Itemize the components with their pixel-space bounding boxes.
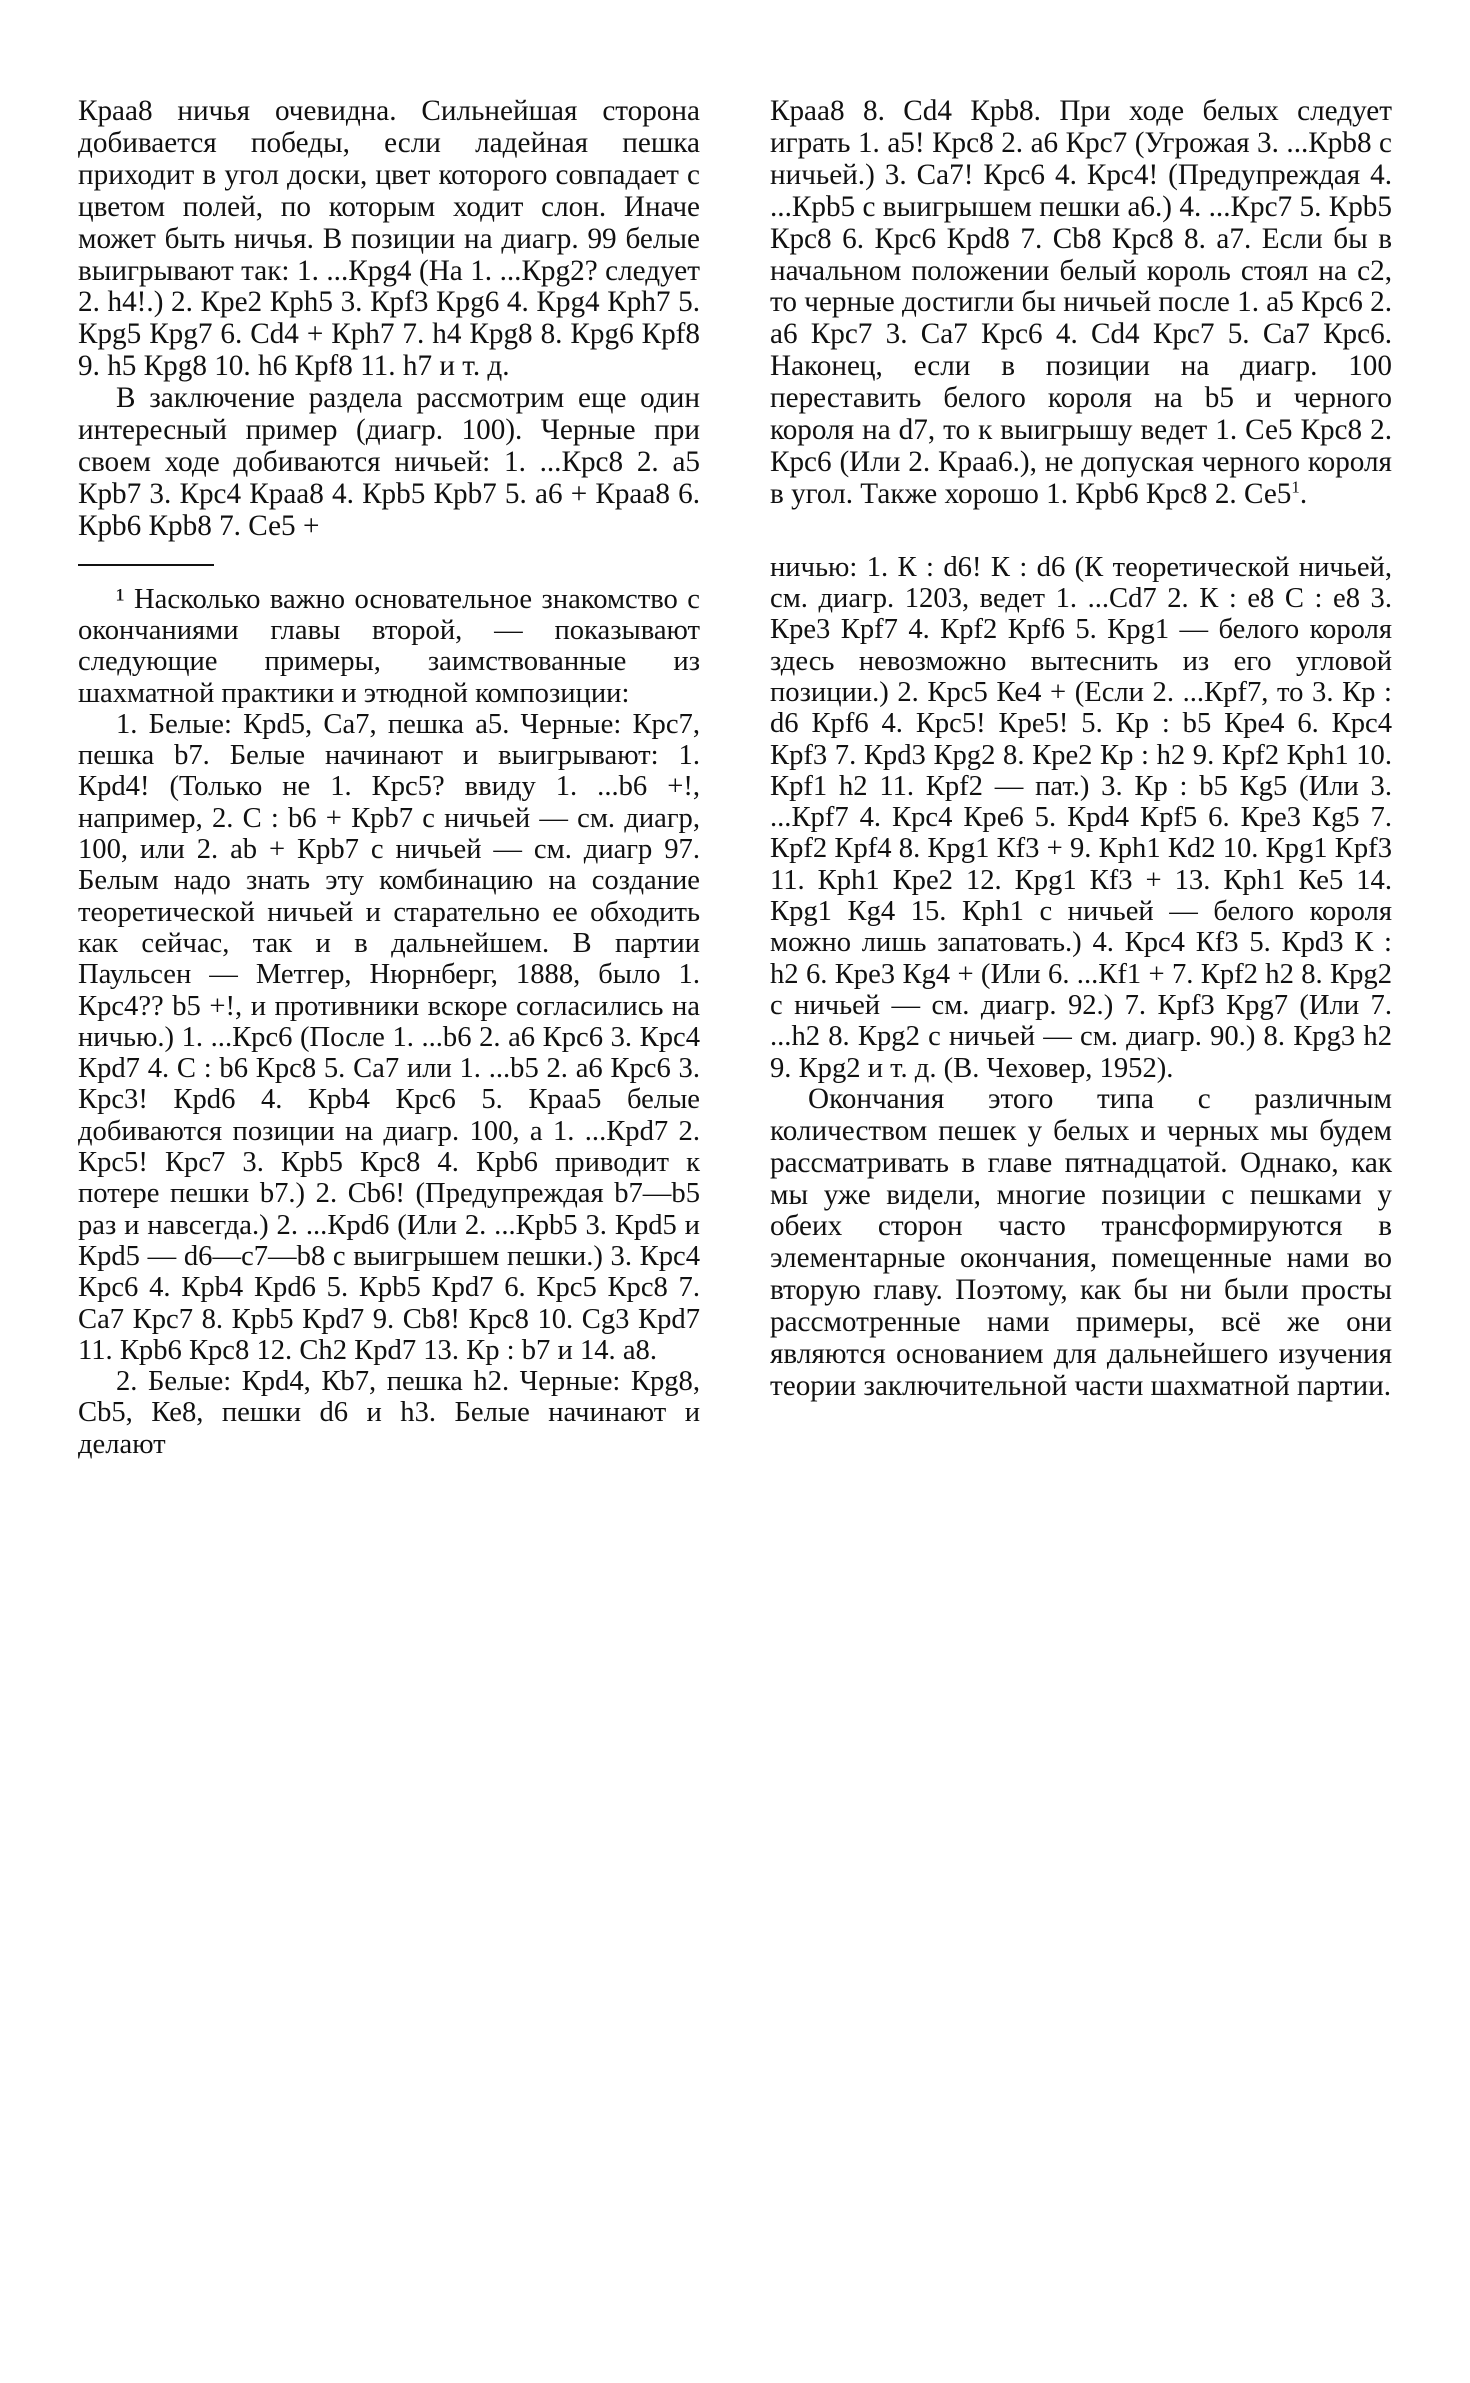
right-main-text bbox=[770, 96, 1392, 511]
footnote-separator-rule bbox=[78, 564, 214, 566]
footnote-example-2-start: 2. Белые: Крd4, Кb7, пешка h2. Черные: Крg8, Сb5, Ке8, пешки d6 и h3. Белые начинают и делают bbox=[78, 1366, 700, 1460]
right-main-paragraph-1: Краа8 8. Сd4 Крb8. При ходе белых следует играть 1. а5! Крс8 2. а6 Крс7 (Угрожая 3. ...Крb8 с ничьей.) 3. Са7! Крс6 4. Крс4! (Предупреждая 4. ...Крb5 с выигрышем пешки а6.) 4. ...Крс7 5. Крb5 Крс8 6. Крс6 Крd8 7. Сb8 Крс8 8. а7. Если бы в начальном положении белый король стоял на с2, то черные достигли бы ничьей после 1. а5 Крс6 2. а6 Крс7 3. Са7 Крс6 4. Сd4 Крс7 5. Са7 Крс6. Наконец, если в позиции на диагр. 100 переставить белого короля на b5 и черного короля на d7, то к выигрышу ведет 1. Се5 Крс8 2. Крс6 (Или 2. Краа6.), не допуская черного короля в угол. Также хорошо 1. Крb6 Крс8 2. $Се5^1$. bbox=[770, 95, 1392, 510]
right-footnote bbox=[770, 552, 1392, 1403]
left-column bbox=[78, 96, 700, 1460]
footnote-example-2-continuation: ничью: 1. К : d6! К : d6 (К теоретической ничьей, см. диагр. 1203, ведет 1. ...Сd7 2. К : е8 С : е8 3. Кре3 Крf7 4. Крf2 Крf6 5. Крg1 — белого короля здесь невозможно вытеснить из его угловой позиции.) 2. Крс5 Ке4 + (Если 2. ...Крf7, то 3. Кр : d6 Крf6 4. Крс5! Кре5! 5. Кр : b5 Кре4 6. Крс4 Крf3 7. Крd3 Крg2 8. Кре2 Кр : h2 9. Крf2 Крh1 10. Крf1 h2 11. Крf2 — пат.) 3. Кр : b5 Кg5 (Или 3. ...Крf7 4. Крс4 Кре6 5. Крd4 Крf5 6. Кре3 Кg5 7. Крf2 Крf4 8. Крg1 Кf3 + 9. Крh1 Кd2 10. Крg1 Крf3 11. Крh1 Кре2 12. Крg1 Кf3 + 13. Крh1 Ке5 14. Крg1 Кg4 15. Крh1 с ничьей — белого короля можно лишь запатовать.) 4. Крс4 Кf3 5. Крd3 К : h2 6. Кре3 Кg4 + (Или 6. ...Кf1 + 7. Крf2 h2 8. Крg2 с ничьей — см. диагр. 92.) 7. Крf3 Крg7 (Или 7. ...h2 8. Крg2 с ничьей — см. диагр. 90.) 8. Крg3 h2 9. Крg2 и т. д. (В. Чеховер, 1952). bbox=[770, 551, 1392, 1084]
footnote-intro: ¹ Насколько важно основательное знакомство с окончаниями главы второй, — показывают следующие примеры, заимствованные из шахматной практики и этюдной композиции: bbox=[78, 583, 700, 709]
left-footnote bbox=[78, 584, 700, 1460]
left-main-paragraph-1: Краа8 ничья очевидна. Сильнейшая сторона добивается победы, если ладейная пешка приходит в угол доски, цвет которого совпадает с цветом полей, по которым ходит слон. Иначе может быть ничья. В позиции на диагр. 99 белые выигрывают так: 1. ...Крg4 (На 1. ...Крg2? следует 2. h4!.) 2. Кре2 Крh5 3. Крf3 Крg6 4. Крg4 Крh7 5. Крg5 Крg7 6. Cd4 + Крh7 7. h4 Крg8 8. Крg6 Крf8 9. h5 Крg8 10. h6 Крf8 11. h7 и т. д. bbox=[78, 95, 700, 383]
closing-paragraph: Окончания этого типа с различным количеством пешек у белых и черных мы будем рассматривать в главе пятнадцатой. Однако, как мы уже видели, многие позиции с пешками у обеих сторон часто трансформируются в элементарные окончания, помещенные нами во вторую главу. Поэтому, как бы ни были просты рассмотренные нами примеры, всё же они являются основанием для дальнейшего изучения теории заключительной части шахматной партии. bbox=[770, 1082, 1392, 1402]
footnote-marker: 1 bbox=[1291, 477, 1300, 497]
left-main-paragraph-2: В заключение раздела рассмотрим еще один интересный пример (диагр. 100). Черные при своем ходе добиваются ничьей: 1. ...Крс8 2. а5 Крb7 3. Крс4 Краа8 4. Крb5 Крb7 5. а6 + Краа8 6. Крb6 Крb8 7. Се5 + bbox=[78, 382, 700, 542]
right-main-paragraph-1-text: Краа8 8. Сd4 Крb8. При ходе белых следует играть 1. а5! Крс8 2. а6 Крс7 (Угрожая 3. ...Крb8 с ничьей.) 3. Са7! Крс6 4. Крс4! (Предупреждая 4. ...Крb5 с выигрышем пешки а6.) 4. ...Крс7 5. Крb5 Крс8 6. Крс6 Крd8 7. Сb8 Крс8 8. а7. Если бы в начальном положении белый король стоял на с2, то черные достигли бы ничьей после 1. а5 Крс6 2. а6 Крс7 3. Са7 Крс6 4. Сd4 Крс7 5. Са7 Крс6. Наконец, если в позиции на диагр. 100 переставить белого короля на b5 и черного короля на d7, то к выигрышу ведет 1. Се5 Крс8 2. Крс6 (Или 2. Краа6.), не допуская черного короля в угол. Также хорошо 1. Крb6 Крс8 2. Се5 bbox=[770, 95, 1392, 510]
left-main-text bbox=[78, 96, 700, 543]
footnote-example-1: 1. Белые: Крd5, Са7, пешка а5. Черные: Крс7, пешка b7. Белые начинают и выигрывают: 1. Крd4! (Только не 1. Крс5? ввиду 1. ...b6 +!, например, 2. С : b6 + Крb7 с ничьей — см. диагр, 100, или 2. аb + Крb7 с ничьей — см. диагр 97. Белым надо знать эту комбинацию на создание теоретической ничьей и старательно ее обходить как сейчас, так и в дальнейшем. В партии Паульсен — Метгер, Нюрнберг, 1888, было 1. Крс4?? b5 +!, и противники вскоре согласились на ничью.) 1. ...Крс6 (После 1. ...b6 2. а6 Крс6 3. Крс4 Крd7 4. С : b6 Крс8 5. Са7 или 1. ...b5 2. а6 Крс6 3. Крс3! Крd6 4. Крb4 Крс6 5. Краа5 белые добиваются позиции на диагр. 100, а 1. ...Крd7 2. Крс5! Крс7 3. Крb5 Крс8 4. Крb6 приводит к потере пешки b7.) 2. Сb6! (Предупреждая b7—b5 раз и навсегда.) 2. ...Крd6 (Или 2. ...Крb5 3. Крd5 и Крd5 — d6—c7—b8 с выигрышем пешки.) 3. Крс4 Крс6 4. Крb4 Крd6 5. Крb5 Крd7 6. Крс5 Крс8 7. Са7 Крс7 8. Крb5 Крd7 9. Сb8! Крс8 10. Сg3 Крd7 11. Крb6 Крс8 12. Сh2 Крd7 13. Кр : b7 и 14. а8. bbox=[78, 708, 700, 1366]
right-column bbox=[770, 96, 1392, 1403]
